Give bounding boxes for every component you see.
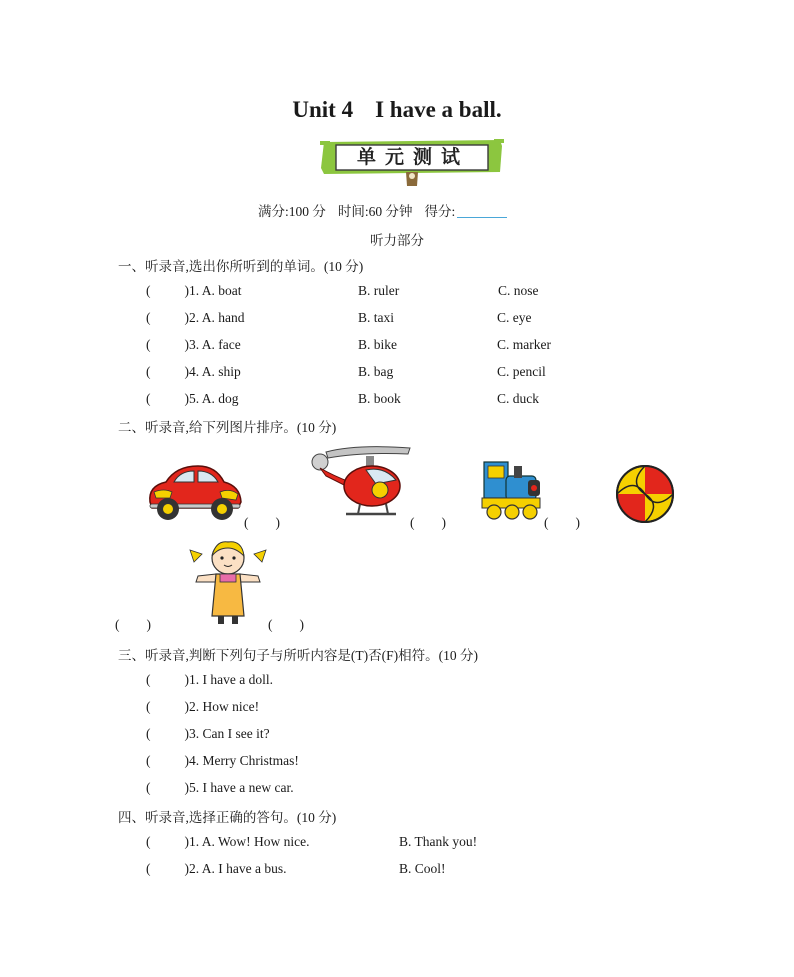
option-b: B. book [358,391,401,406]
doll-picture [186,540,270,631]
list-item[interactable]: ( )2. A. hand [146,310,245,325]
order-blank[interactable]: ( ) [115,617,151,632]
list-item[interactable]: ( )4. A. ship [146,364,241,379]
list-item[interactable]: ( )1. A. Wow! How nice. [146,834,310,849]
option-a: A. Wow! How nice. [201,834,310,849]
train-icon [480,458,544,524]
list-item[interactable]: ( )3. A. face [146,337,241,352]
title-unit: Unit 4 [292,97,354,122]
score-label: 得分: [424,204,456,219]
list-item[interactable]: ( )2. A. I have a bus. [146,861,287,876]
order-blank[interactable]: ( ) [244,515,280,530]
option-a: A. face [201,337,241,352]
option-b: B. Cool! [399,861,446,876]
time-limit: 时间:60 分钟 [337,204,413,219]
score-blank[interactable] [457,204,507,218]
option-c: C. marker [497,337,551,352]
doll-icon [186,540,270,626]
banner-text: 单元测试 [356,146,469,168]
option-c: C. pencil [497,364,546,379]
car-picture [144,462,244,529]
option-a: A. boat [201,283,242,298]
listening-section-label: 听力部分 [370,233,424,248]
order-blank[interactable]: ( ) [268,617,304,632]
q3-heading: 三、听录音,判断下列句子与所听内容是(T)否(F)相符。(10 分) [118,648,478,663]
option-a: A. ship [201,364,241,379]
q1-heading: 一、听录音,选出你所听到的单词。(10 分) [118,259,364,274]
option-b: B. bag [358,364,394,379]
option-a: A. I have a bus. [201,861,287,876]
train-picture [480,458,544,529]
score-info [258,200,519,220]
list-item[interactable]: ( )1. I have a doll. [146,672,273,687]
option-c: C. nose [498,283,539,298]
option-b: B. ruler [358,283,400,298]
option-b: B. bike [358,337,397,352]
list-item[interactable]: ( )2. How nice! [146,699,260,714]
order-blank[interactable]: ( ) [410,515,446,530]
option-b: B. taxi [358,310,394,325]
helicopter-picture [306,442,414,527]
page-title [0,97,794,123]
list-item[interactable]: ( )3. Can I see it? [146,726,270,741]
ball-icon [614,463,676,525]
option-a: A. dog [201,391,239,406]
car-icon [144,462,244,524]
helicopter-icon [306,442,414,522]
list-item[interactable]: ( )1. A. boat [146,283,242,298]
option-c: C. duck [497,391,539,406]
ball-picture [614,463,676,530]
q2-heading: 二、听录音,给下列图片排序。(10 分) [118,420,337,435]
list-item[interactable]: ( )5. A. dog [146,391,239,406]
list-item[interactable]: ( )4. Merry Christmas! [146,753,299,768]
option-a: A. hand [201,310,245,325]
q4-heading: 四、听录音,选择正确的答句。(10 分) [118,810,337,825]
list-item[interactable]: ( )5. I have a new car. [146,780,294,795]
option-b: B. Thank you! [399,834,478,849]
title-sentence: I have a ball. [375,97,502,122]
order-blank[interactable]: ( ) [544,515,580,530]
unit-test-banner [318,138,506,190]
option-c: C. eye [497,310,532,325]
full-score: 满分:100 分 [258,204,326,219]
